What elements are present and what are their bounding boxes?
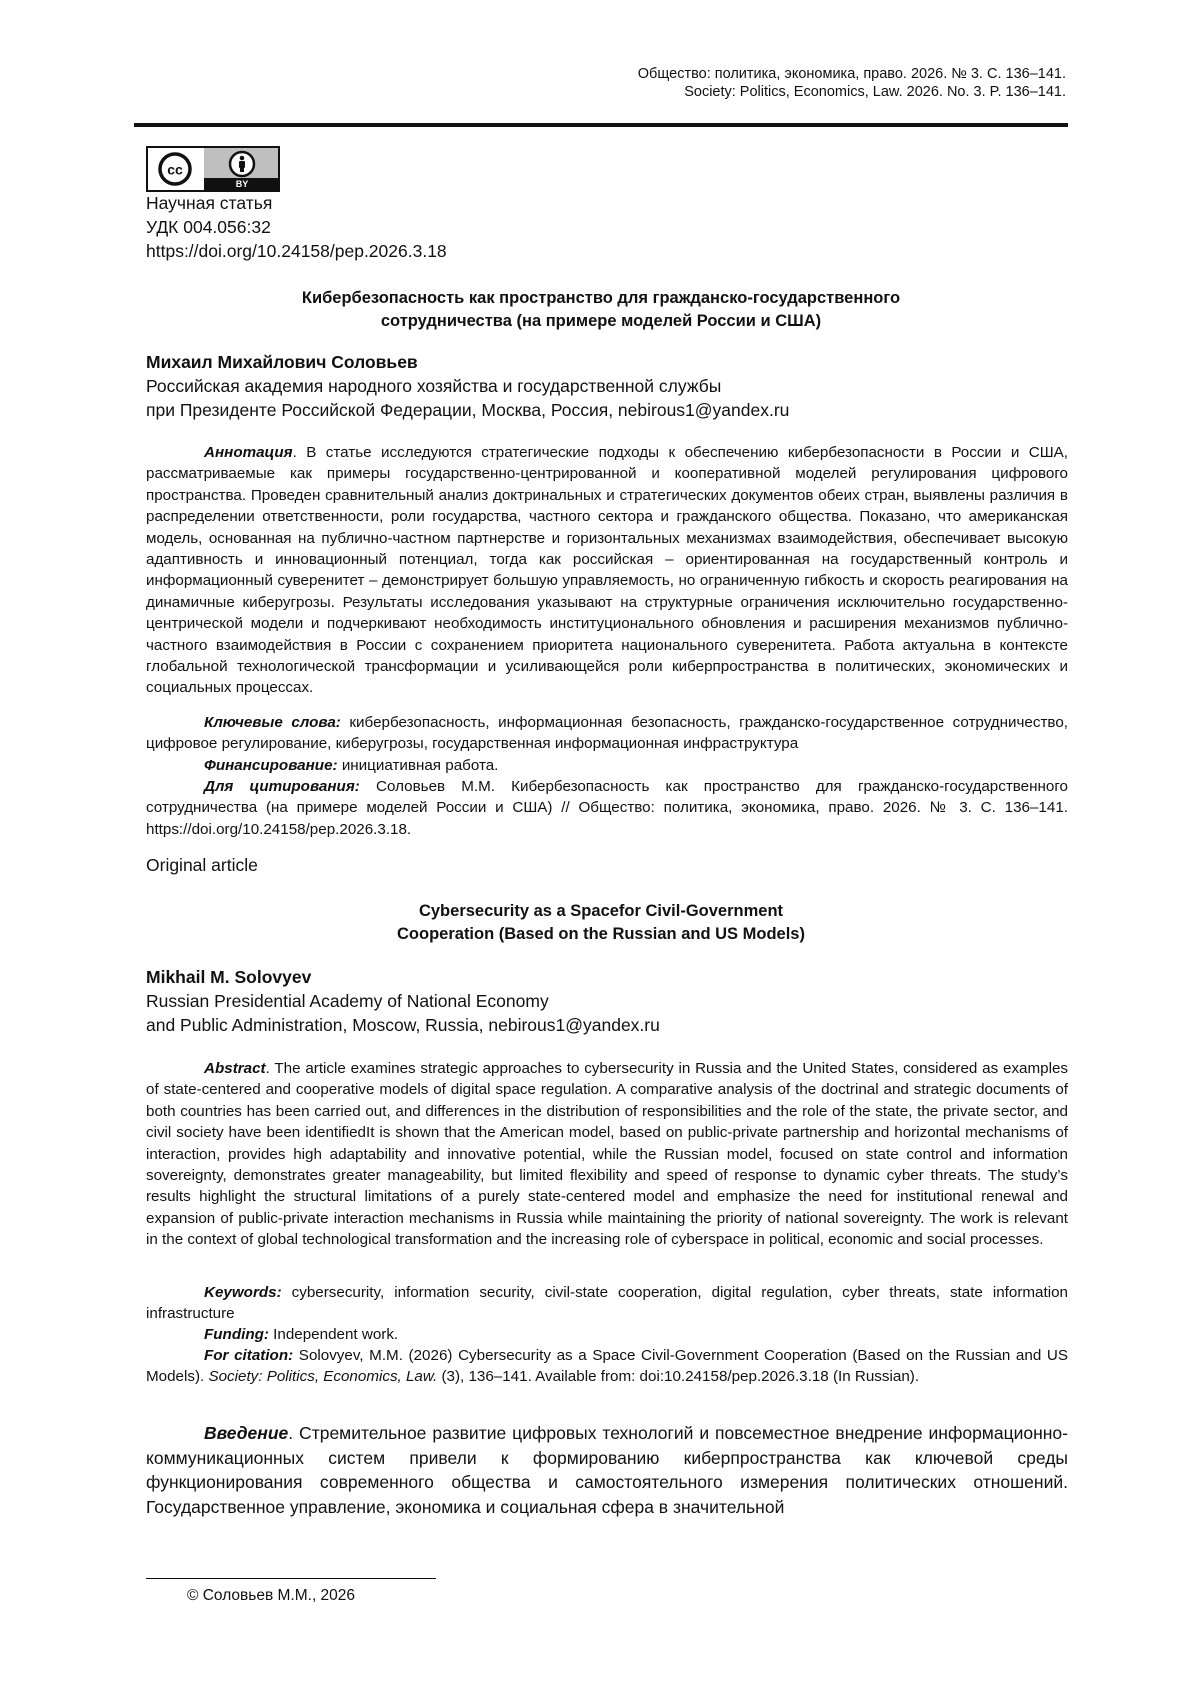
- keywords-ru-text: кибербезопасность, информационная безопасность, гражданско-государственное сотрудничество, цифровое регулирование, киберугрозы, государственная информационная инфраструктура: [146, 714, 1068, 753]
- funding-ru-label: Финансирование:: [204, 757, 338, 774]
- introduction-paragraph: [146, 1421, 1068, 1519]
- article-title-en: [134, 900, 1068, 946]
- title-en-line-1: Cybersecurity as a Spacefor Civil-Government: [418, 902, 784, 920]
- udc-code: УДК 004.056:32: [146, 217, 271, 237]
- author-name-ru: Михаил Михайлович Соловьев: [146, 352, 418, 372]
- citation-ru: [146, 776, 1068, 840]
- doi-link[interactable]: https://doi.org/10.24158/pep.2026.3.18: [146, 241, 447, 261]
- footnote-rule: [146, 1578, 436, 1579]
- citation-en: [146, 1345, 1068, 1388]
- article-type-en: Original article: [146, 855, 258, 875]
- journal-citation-en: Society: Politics, Economics, Law. 2026. No. 3. P. 136–141.: [684, 84, 1066, 100]
- keywords-en-label: Keywords:: [204, 1284, 282, 1301]
- article-title-ru: [134, 287, 1068, 333]
- attribution-person-icon: [228, 150, 256, 178]
- keywords-ru: [146, 712, 1068, 755]
- introduction-text: . Стремительное развитие цифровых технологий и повсеместное внедрение информационно-коммуникационных систем привели к формированию киберпространства как ключевой среды функционирования современного общества и самостоятельного измерения политических отношений. Государственное управление, экономика и социальная сфера в значительной: [146, 1423, 1068, 1517]
- keywords-en: [146, 1282, 1068, 1325]
- citation-en-text-1: Solovyev, M.M. (2026) Cybersecurity as a Space Civil-Government Cooperation (Based on the Russian and US Models).: [146, 1347, 1069, 1386]
- journal-citation-ru: Общество: политика, экономика, право. 2026. № 3. С. 136–141.: [637, 66, 1066, 82]
- cc-by-label: BY: [235, 179, 249, 189]
- title-ru-line-1: Кибербезопасность как пространство для гражданско-государственного: [301, 289, 901, 307]
- introduction-label: Введение: [204, 1423, 289, 1443]
- affiliation-en-line-2: and Public Administration, Moscow, Russia, nebirous1@yandex.ru: [146, 1015, 660, 1035]
- abstract-ru-label: Аннотация: [204, 444, 293, 461]
- funding-ru-text: инициативная работа.: [337, 757, 499, 774]
- copyright-footnote: © Соловьев М.М., 2026: [187, 1587, 356, 1604]
- citation-ru-text: Соловьев М.М. Кибербезопасность как пространство для гражданско-государственного сотрудничества (на примере моделей России и США) // Общество: политика, экономика, право. 2026. № 3. С. 136–141. https://doi.org/10.24158/pep.2026.3.18.: [146, 778, 1068, 838]
- affiliation-ru-line-1: Российская академия народного хозяйства и государственной службы: [146, 376, 722, 396]
- article-type-ru: Научная статья: [146, 193, 273, 213]
- title-en-line-2: Cooperation (Based on the Russian and US Models): [397, 925, 805, 943]
- cc-by-license-badge[interactable]: [146, 146, 280, 192]
- citation-en-text-2: (3), 136–141. Available from: doi:10.24158/pep.2026.3.18 (In Russian).: [437, 1368, 920, 1386]
- author-name-en: Mikhail M. Solovyev: [146, 967, 312, 987]
- svg-text:cc: cc: [167, 161, 183, 178]
- abstract-ru-text: . В статье исследуются стратегические подходы к обеспечению кибербезопасности в России и США, рассматриваемые как примеры государственно-центрированной и кооперативной моделей регулирования цифрового пространства. Проведен сравнительный анализ доктринальных и стратегических документов обеих стран, выявлены различия в распределении ответственности, роли государства, частного сектора и гражданского общества. Показано, что американская модель, основанная на публично-частном партнерстве и горизонтальных механизмах взаимодействия, обеспечивает высокую адаптивность и инновационный потенциал, тогда как российская – ориентированная на государственный контроль и информационный суверенитет – демонстрирует большую управляемость, но ограниченную гибкость и скорость реагирования на динамичные киберугрозы. Результаты исследования указывают на структурные ограничения исключительно государственно-центрической модели и подчеркивают необходимость институционального обновления и расширения механизмов публично-частного взаимодействия в России с сохранением приоритета национального суверенитета. Работа актуальна в контексте глобальной технологической трансформации и усиливающейся роли киберпространства в политических, экономических и социальных процессах.: [146, 444, 1068, 697]
- citation-ru-label: Для цитирования:: [204, 778, 360, 795]
- abstract-en-label: Abstract: [204, 1060, 266, 1077]
- funding-ru: [146, 755, 1068, 776]
- citation-en-label: For citation:: [204, 1347, 294, 1364]
- cc-icon: [156, 151, 194, 187]
- funding-en-text: Independent work.: [268, 1326, 399, 1343]
- affiliation-ru-line-2: при Президенте Российской Федерации, Москва, Россия, nebirous1@yandex.ru: [146, 400, 790, 420]
- affiliation-en-line-1: Russian Presidential Academy of National Economy: [146, 991, 549, 1011]
- abstract-en: [146, 1058, 1068, 1251]
- citation-en-journal: Society: Politics, Economics, Law.: [208, 1368, 438, 1386]
- funding-en-label: Funding:: [204, 1326, 269, 1343]
- keywords-en-text: cybersecurity, information security, civil-state cooperation, digital regulation, cyber threats, state information infrastructure: [146, 1284, 1068, 1323]
- keywords-ru-label: Ключевые слова:: [204, 714, 341, 731]
- funding-en: [146, 1324, 1068, 1345]
- title-ru-line-2: сотрудничества (на примере моделей России и США): [380, 312, 822, 330]
- header-rule: [134, 123, 1068, 127]
- abstract-ru: [146, 442, 1068, 699]
- abstract-en-text: . The article examines strategic approaches to cybersecurity in Russia and the United States, considered as examples of state-centered and cooperative models of digital space regulation. A comparative analysis of the doctrinal and strategic documents of both countries has been carried out, and differences in the distribution of responsibilities and the role of the state, the private sector, and civil society have been identifiedIt is shown that the American model, based on public-private partnership and horizontal mechanisms of interaction, provides high adaptability and innovative potential, while the Russian model, focused on state control and information sovereignty, demonstrates greater manageability, but limited flexibility and speed of response to dynamic cyber threats. The study’s results highlight the structural limitations of a purely state-centered model and emphasize the need for institutional renewal and expansion of public-private interaction mechanisms in Russia while maintaining the priority of national sovereignty. The work is relevant in the context of global technological transformation and the increasing role of cyberspace in political, economic and social processes.: [146, 1060, 1068, 1249]
